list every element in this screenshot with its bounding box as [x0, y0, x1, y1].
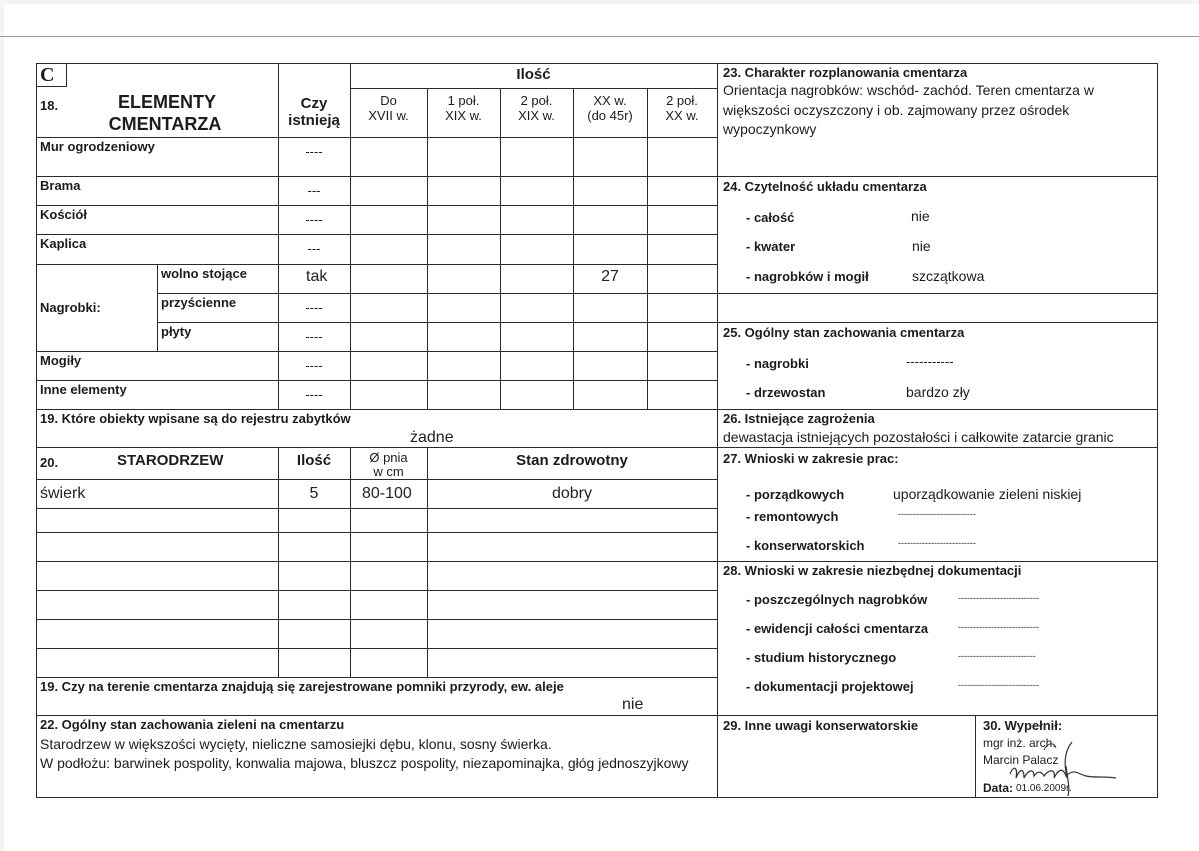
s28-item-poszczegolnych: - poszczególnych nagrobków	[746, 592, 928, 607]
s18-number: 18.	[40, 98, 59, 113]
s24-item-nagrobkow: - nagrobków i mogił	[746, 269, 869, 284]
handwritten-signature	[1004, 738, 1134, 805]
s25-label: 25. Ogólny stan zachowania cmentarza	[723, 325, 965, 340]
s25-value-nagrobki: -----------	[906, 354, 954, 369]
s20-title: STARODRZEW	[117, 452, 224, 469]
s22-line1: Starodrzew w większości wycięty, nieliczne samosiejki dębu, klonu, sosny świerka.	[40, 736, 552, 752]
period-header-5a: 2 poł.	[666, 93, 698, 108]
s19a-value: żadne	[410, 429, 454, 446]
s23-line3: wypoczynkowy	[723, 121, 817, 137]
section-letter: C	[36, 64, 67, 87]
s27-value-porzadkowych: uporządkowanie zieleni niskiej	[893, 486, 1082, 502]
period-header-5b: XX w.	[665, 108, 699, 123]
czy-istnieja-line1: Czy	[300, 95, 328, 112]
row-label-wolno-stojace: wolno stojące	[161, 266, 247, 281]
row-label-kosciol: Kościół	[40, 207, 87, 222]
row-value-mogily: ----	[305, 358, 323, 373]
s23-line2: większości oczyszczony i ob. zajmowany przez ośrodek	[723, 102, 1070, 118]
row-value-inne: ----	[305, 387, 323, 402]
row-value-plyty: ----	[305, 329, 323, 344]
s20-number: 20.	[40, 455, 59, 470]
row-label-inne: Inne elementy	[40, 382, 127, 397]
s19a-label: 19. Które obiekty wpisane są do rejestru zabytków	[40, 411, 351, 426]
period-header-4b: (do 45r)	[587, 108, 633, 123]
s28-item-studium: - studium historycznego	[746, 650, 897, 665]
s19b-value: nie	[622, 696, 644, 713]
period-header-2b: XIX w.	[445, 108, 482, 123]
s27-value-konserwatorskich: --------------------------	[898, 538, 976, 548]
row-value-wolno-stojace: tak	[306, 268, 328, 285]
s25-item-nagrobki: - nagrobki	[746, 356, 809, 371]
s20-col-stan: Stan zdrowotny	[516, 452, 628, 469]
s20-col-ilosc: Ilość	[296, 452, 332, 469]
s18-title-line2: CMENTARZA	[108, 114, 222, 134]
s30-line1: mgr inż. arch.	[983, 736, 1056, 750]
s29-label: 29. Inne uwagi konserwatorskie	[723, 718, 919, 733]
tree-name: świerk	[40, 485, 86, 502]
tree-count: 5	[309, 485, 319, 502]
s27-value-remontowych: --------------------------	[898, 509, 976, 519]
s28-label: 28. Wnioski w zakresie niezbędnej dokumentacji	[723, 563, 1022, 578]
row-label-plyty: płyty	[161, 324, 192, 339]
s28-item-ewidencji: - ewidencji całości cmentarza	[746, 621, 929, 636]
s24-value-calosc: nie	[911, 208, 930, 224]
s22-label: 22. Ogólny stan zachowania zieleni na cmentarzu	[40, 717, 345, 732]
row-label-mogily: Mogiły	[40, 353, 82, 368]
s28-value-poszczegolnych: ---------------------------	[958, 593, 1039, 603]
row-value-kaplica: ---	[307, 241, 321, 256]
s25-value-drzewostan: bardzo zły	[906, 384, 970, 400]
row-value-mur: ----	[305, 144, 323, 159]
period-header-2a: 1 poł.	[447, 93, 480, 108]
s22-line2: W podłożu: barwinek pospolity, konwalia majowa, bluszcz pospolity, niezapominajka, głóg jednoszyjkowy	[40, 755, 689, 771]
row-label-nagrobki: Nagrobki:	[40, 300, 101, 315]
period-header-4a: XX w.	[593, 93, 627, 108]
s30-date-label: Data:	[983, 781, 1014, 795]
row-value-przyscienne: ----	[305, 300, 323, 315]
scan-edge-line	[0, 36, 1199, 37]
s19b-label: 19. Czy na terenie cmentarza znajdują się zarejestrowane pomniki przyrody, ew. aleje	[40, 679, 564, 694]
s24-value-kwater: nie	[912, 238, 931, 254]
s30-date-value: 01.06.2009r.	[1016, 783, 1072, 794]
row-label-mur: Mur ogrodzeniowy	[40, 139, 155, 154]
s23-line1: Orientacja nagrobków: wschód- zachód. Teren cmentarza w	[723, 82, 1094, 98]
row-label-kaplica: Kaplica	[40, 236, 87, 251]
s27-item-remontowych: - remontowych	[746, 509, 839, 524]
s28-value-ewidencji: ---------------------------	[958, 622, 1039, 632]
period-header-3b: XIX w.	[518, 108, 555, 123]
czy-istnieja-line2: istnieją	[288, 112, 340, 129]
s28-value-studium: --------------------------	[958, 651, 1036, 661]
count-wolno-stojace-xx: 27	[601, 268, 619, 285]
s28-item-dokumentacji: - dokumentacji projektowej	[746, 679, 914, 694]
s20-col-pnia-2: w cm	[373, 464, 404, 479]
s30-line2: Marcin Palacz	[983, 753, 1059, 767]
s27-item-konserwatorskich: - konserwatorskich	[746, 538, 865, 553]
tree-diameter: 80-100	[362, 485, 412, 502]
tree-state: dobry	[551, 485, 593, 502]
s27-item-porzadkowych: - porządkowych	[746, 487, 845, 502]
s25-item-drzewostan: - drzewostan	[746, 385, 826, 400]
period-header-1a: Do	[380, 93, 397, 108]
s30-label: 30. Wypełnił:	[983, 718, 1063, 733]
s26-label: 26. Istniejące zagrożenia	[723, 411, 875, 426]
s24-item-kwater: - kwater	[746, 239, 796, 254]
row-label-przyscienne: przyścienne	[161, 295, 237, 310]
row-value-kosciol: ----	[305, 212, 323, 227]
s24-label: 24. Czytelność układu cmentarza	[723, 179, 927, 194]
s28-value-dokumentacji: ---------------------------	[958, 680, 1039, 690]
s26-value: dewastacja istniejących pozostałości i całkowite zatarcie granic	[723, 429, 1114, 445]
s24-value-nagrobkow: szczątkowa	[912, 268, 985, 284]
ilosc-header: Ilość	[516, 66, 551, 83]
row-label-brama: Brama	[40, 178, 81, 193]
s24-item-calosc: - całość	[746, 210, 795, 225]
s23-label: 23. Charakter rozplanowania cmentarza	[723, 65, 968, 80]
row-value-brama: ---	[307, 183, 321, 198]
s27-label: 27. Wnioski w zakresie prac:	[723, 451, 899, 466]
period-header-3a: 2 poł.	[520, 93, 553, 108]
s20-col-pnia-1: Ø pnia	[369, 450, 408, 465]
period-header-1b: XVII w.	[368, 108, 409, 123]
s18-title-line1: ELEMENTY	[117, 92, 216, 112]
